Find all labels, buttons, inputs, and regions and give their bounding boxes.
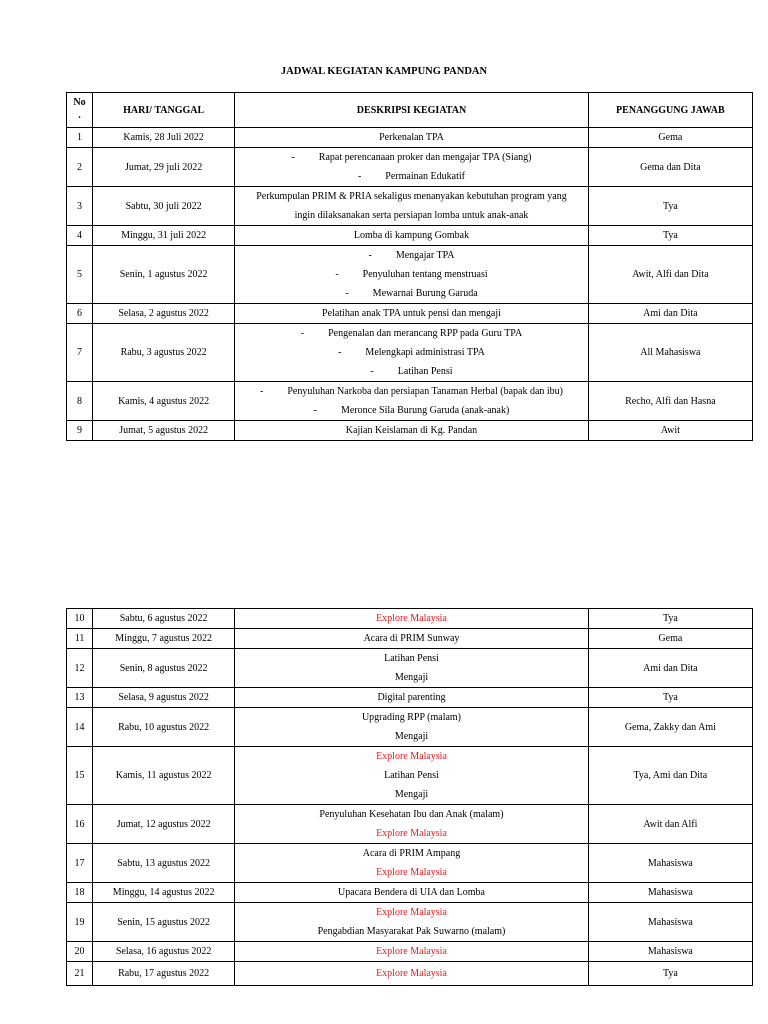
description-line: Digital parenting bbox=[377, 692, 446, 703]
row-number: 5 bbox=[67, 246, 93, 304]
row-number: 13 bbox=[67, 688, 93, 708]
row-number: 21 bbox=[67, 962, 93, 986]
row-number: 10 bbox=[67, 609, 93, 629]
header-day: HARI/ TANGGAL bbox=[93, 93, 235, 128]
row-number: 11 bbox=[67, 629, 93, 649]
table-row bbox=[67, 962, 753, 986]
row-person-in-charge: Mahasiswa bbox=[588, 903, 752, 942]
row-day: Selasa, 16 agustus 2022 bbox=[93, 942, 235, 962]
row-description bbox=[235, 609, 589, 629]
description-line: Acara di PRIM Sunway bbox=[363, 633, 460, 644]
row-person-in-charge: Awit bbox=[588, 421, 752, 441]
description-line: Lomba di kampung Gombak bbox=[353, 230, 470, 241]
table-row bbox=[67, 747, 753, 805]
row-day: Senin, 15 agustus 2022 bbox=[93, 903, 235, 942]
description-item: - Rapat perencanaan proker dan mengajar TPA (Siang) bbox=[237, 148, 586, 167]
row-number: 3 bbox=[67, 187, 93, 226]
row-day: Senin, 8 agustus 2022 bbox=[93, 649, 235, 688]
row-day: Selasa, 2 agustus 2022 bbox=[93, 304, 235, 324]
row-day: Minggu, 7 agustus 2022 bbox=[93, 629, 235, 649]
row-day: Senin, 1 agustus 2022 bbox=[93, 246, 235, 304]
description-line: Explore Malaysia bbox=[376, 828, 447, 839]
row-number: 2 bbox=[67, 148, 93, 187]
row-day: Kamis, 28 Juli 2022 bbox=[93, 128, 235, 148]
row-person-in-charge: Ami dan Dita bbox=[588, 649, 752, 688]
row-description bbox=[235, 148, 589, 187]
row-number: 17 bbox=[67, 844, 93, 883]
row-person-in-charge: Tya bbox=[588, 226, 752, 246]
table-row bbox=[67, 304, 753, 324]
table-row bbox=[67, 421, 753, 441]
row-description bbox=[235, 629, 589, 649]
row-number: 16 bbox=[67, 805, 93, 844]
row-description bbox=[235, 128, 589, 148]
description-line: Latihan Pensi bbox=[384, 770, 439, 781]
row-number: 15 bbox=[67, 747, 93, 805]
description-line: Mengaji bbox=[394, 789, 429, 800]
description-line: Pengabdian Masyarakat Pak Suwarno (malam) bbox=[317, 926, 506, 937]
description-line: Kajian Keislaman di Kg. Pandan bbox=[345, 425, 478, 436]
row-person-in-charge: Tya bbox=[588, 187, 752, 226]
table-row bbox=[67, 688, 753, 708]
table-row bbox=[67, 382, 753, 421]
row-day: Rabu, 10 agustus 2022 bbox=[93, 708, 235, 747]
row-day: Kamis, 4 agustus 2022 bbox=[93, 382, 235, 421]
row-description bbox=[235, 304, 589, 324]
table-row bbox=[67, 226, 753, 246]
row-person-in-charge: Awit dan Alfi bbox=[588, 805, 752, 844]
header-description: DESKRIPSI KEGIATAN bbox=[235, 93, 589, 128]
header-person-in-charge: PENANGGUNG JAWAB bbox=[588, 93, 752, 128]
table-row bbox=[67, 844, 753, 883]
description-list bbox=[237, 382, 586, 420]
row-person-in-charge: Tya bbox=[588, 688, 752, 708]
row-number: 8 bbox=[67, 382, 93, 421]
description-item: - Mewarnai Burung Garuda bbox=[237, 284, 586, 303]
row-description bbox=[235, 708, 589, 747]
description-item: - Melengkapi administrasi TPA bbox=[237, 343, 586, 362]
description-item: - Penyuluhan tentang menstruasi bbox=[237, 265, 586, 284]
row-person-in-charge: Tya, Ami dan Dita bbox=[588, 747, 752, 805]
description-item: - Permainan Edukatif bbox=[237, 167, 586, 186]
description-list bbox=[237, 148, 586, 186]
row-description bbox=[235, 688, 589, 708]
row-description bbox=[235, 187, 589, 226]
table-row bbox=[67, 609, 753, 629]
table-row bbox=[67, 805, 753, 844]
row-person-in-charge: Awit, Alfi dan Dita bbox=[588, 246, 752, 304]
row-number: 9 bbox=[67, 421, 93, 441]
description-item: - Mengajar TPA bbox=[237, 246, 586, 265]
row-description bbox=[235, 421, 589, 441]
description-item: - Pengenalan dan merancang RPP pada Guru TPA bbox=[237, 324, 586, 343]
row-person-in-charge: Mahasiswa bbox=[588, 942, 752, 962]
description-line: ingin dilaksanakan serta persiapan lomba untuk anak-anak bbox=[294, 210, 529, 221]
description-line: Upacara Bendera di UIA dan Lomba bbox=[338, 887, 485, 898]
table-row bbox=[67, 903, 753, 942]
row-number: 4 bbox=[67, 226, 93, 246]
table-row bbox=[67, 708, 753, 747]
row-day: Jumat, 12 agustus 2022 bbox=[93, 805, 235, 844]
description-item: - Latihan Pensi bbox=[237, 362, 586, 381]
description-line: Explore Malaysia bbox=[376, 613, 447, 624]
description-line: Acara di PRIM Ampang bbox=[362, 848, 461, 859]
description-line: Explore Malaysia bbox=[376, 751, 447, 762]
row-description bbox=[235, 883, 589, 903]
row-description bbox=[235, 962, 589, 986]
table-row bbox=[67, 883, 753, 903]
row-person-in-charge: Tya bbox=[588, 609, 752, 629]
row-person-in-charge: Mahasiswa bbox=[588, 844, 752, 883]
schedule-table-part-2 bbox=[66, 608, 753, 986]
row-number: 6 bbox=[67, 304, 93, 324]
table-row bbox=[67, 324, 753, 382]
description-line: Explore Malaysia bbox=[376, 867, 447, 878]
row-number: 14 bbox=[67, 708, 93, 747]
table-row bbox=[67, 629, 753, 649]
row-description bbox=[235, 844, 589, 883]
row-day: Jumat, 29 juli 2022 bbox=[93, 148, 235, 187]
description-item: - Penyuluhan Narkoba dan persiapan Tanaman Herbal (bapak dan ibu) bbox=[237, 382, 586, 401]
row-description bbox=[235, 226, 589, 246]
description-line: Explore Malaysia bbox=[376, 946, 447, 957]
row-number: 7 bbox=[67, 324, 93, 382]
row-description bbox=[235, 649, 589, 688]
row-person-in-charge: Tya bbox=[588, 962, 752, 986]
description-line: Perkenalan TPA bbox=[379, 132, 444, 143]
header-no-label: No bbox=[73, 97, 86, 108]
row-person-in-charge: Gema dan Dita bbox=[588, 148, 752, 187]
table-row bbox=[67, 246, 753, 304]
description-line: Perkumpulan PRIM & PRIA sekaligus menanyakan kebutuhan program yang bbox=[256, 191, 567, 202]
row-day: Minggu, 14 agustus 2022 bbox=[93, 883, 235, 903]
table-row bbox=[67, 128, 753, 148]
description-line: Penyuluhan Kesehatan Ibu dan Anak (malam) bbox=[319, 809, 504, 820]
description-line: Explore Malaysia bbox=[376, 968, 447, 979]
row-person-in-charge: All Mahasiswa bbox=[588, 324, 752, 382]
row-person-in-charge: Gema, Zakky dan Ami bbox=[588, 708, 752, 747]
row-description bbox=[235, 805, 589, 844]
description-line: Mengaji bbox=[394, 731, 429, 742]
table-header-row bbox=[67, 93, 753, 128]
row-day: Sabtu, 6 agustus 2022 bbox=[93, 609, 235, 629]
description-line: Explore Malaysia bbox=[376, 907, 447, 918]
row-person-in-charge: Gema bbox=[588, 629, 752, 649]
row-day: Rabu, 3 agustus 2022 bbox=[93, 324, 235, 382]
schedule-table-part-1 bbox=[66, 92, 753, 441]
row-number: 19 bbox=[67, 903, 93, 942]
row-description bbox=[235, 747, 589, 805]
row-person-in-charge: Mahasiswa bbox=[588, 883, 752, 903]
table-row bbox=[67, 942, 753, 962]
row-description bbox=[235, 942, 589, 962]
table-row bbox=[67, 649, 753, 688]
row-number: 18 bbox=[67, 883, 93, 903]
description-list bbox=[237, 246, 586, 303]
row-description bbox=[235, 324, 589, 382]
row-description bbox=[235, 903, 589, 942]
header-no bbox=[67, 93, 93, 128]
row-person-in-charge: Recho, Alfi dan Hasna bbox=[588, 382, 752, 421]
row-person-in-charge: Gema bbox=[588, 128, 752, 148]
row-day: Sabtu, 30 juli 2022 bbox=[93, 187, 235, 226]
description-line: Upgrading RPP (malam) bbox=[361, 712, 462, 723]
table-row bbox=[67, 187, 753, 226]
description-line: Latihan Pensi bbox=[384, 653, 439, 664]
header-no-dot: . bbox=[78, 110, 81, 121]
row-description bbox=[235, 382, 589, 421]
row-day: Sabtu, 13 agustus 2022 bbox=[93, 844, 235, 883]
row-person-in-charge: Ami dan Dita bbox=[588, 304, 752, 324]
row-day: Rabu, 17 agustus 2022 bbox=[93, 962, 235, 986]
row-day: Minggu, 31 juli 2022 bbox=[93, 226, 235, 246]
row-day: Jumat, 5 agustus 2022 bbox=[93, 421, 235, 441]
description-line: Pelatihan anak TPA untuk pensi dan mengaji bbox=[322, 308, 501, 319]
row-day: Selasa, 9 agustus 2022 bbox=[93, 688, 235, 708]
page-title: JADWAL KEGIATAN KAMPUNG PANDAN bbox=[280, 66, 488, 77]
table-row bbox=[67, 148, 753, 187]
row-number: 20 bbox=[67, 942, 93, 962]
row-day: Kamis, 11 agustus 2022 bbox=[93, 747, 235, 805]
description-list bbox=[237, 324, 586, 381]
description-line: Mengaji bbox=[394, 672, 429, 683]
row-description bbox=[235, 246, 589, 304]
row-number: 1 bbox=[67, 128, 93, 148]
description-item: - Meronce Sila Burung Garuda (anak-anak) bbox=[237, 401, 586, 420]
row-number: 12 bbox=[67, 649, 93, 688]
